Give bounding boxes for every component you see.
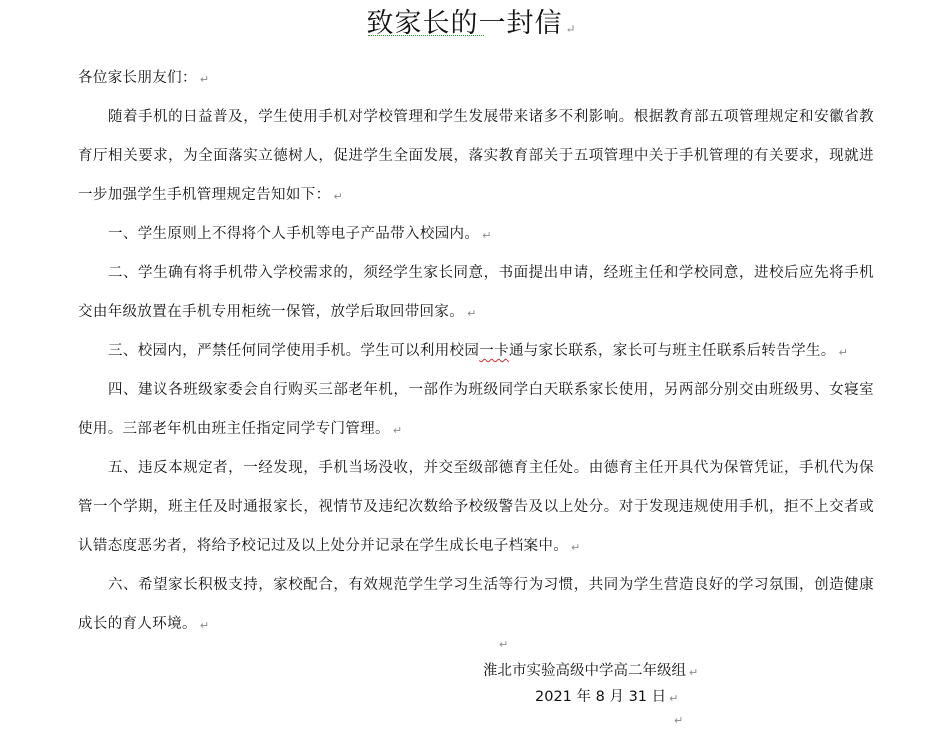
paragraph-text: 六、希望家长积极支持，家校配合，有效规范学生学习生活等行为习惯，共同为学生营造良好的学习氛围，创造健康成长的育人环境。 <box>78 577 874 632</box>
paragraph-text: 四、建议各班级家委会自行购买三部老年机，一部作为班级同学白天联系家长使用，另两部分别交由班级男、女寝室使用。三部老年机由班主任指定同学专门管理。 <box>78 382 874 437</box>
paragraph-mark-icon: ↵ <box>333 190 344 203</box>
paragraph-rule-3 <box>78 332 874 371</box>
paragraph-text: 三、校园内，严禁任何同学使用手机。学生可以利用校园 <box>108 343 480 359</box>
paragraph-mark-icon: ↵ <box>669 692 679 705</box>
letter-body <box>78 59 874 644</box>
paragraph-mark-icon: ↵ <box>482 229 492 242</box>
paragraph-rule-1 <box>78 215 874 254</box>
letter-title <box>0 4 943 48</box>
paragraph-mark-icon: ↵ <box>838 346 849 359</box>
paragraph-rule-6 <box>78 566 874 644</box>
paragraph-mark-icon: ↵ <box>571 541 581 554</box>
paragraph-mark-icon: ↵ <box>499 638 509 651</box>
paragraph-rule-4 <box>78 371 874 449</box>
paragraph-rule-2 <box>78 254 874 332</box>
paragraph-mark-icon: ↵ <box>467 307 477 320</box>
greeting <box>78 59 874 98</box>
paragraph-mark-icon: ↵ <box>689 666 699 679</box>
paragraph-text: 二、学生确有将手机带入学校需求的，须经学生家长同意，书面提出申请，经班主任和学校同意，进校后应先将手机交由年级放置在手机专用柜统一保管，放学后取回带回家。 <box>78 265 874 320</box>
title-text: 致家长的一封信 <box>366 8 563 39</box>
paragraph-mark-icon: ↵ <box>199 73 210 86</box>
paragraph-text: 随着手机的日益普及，学生使用手机对学校管理和学生发展带来诸多不利影响。根据教育部五项管理规定和安徽省教育厅相关要求，为全面落实立德树人，促进学生全面发展，落实教育部关于五项管理中关于手机管理的有关要求，现就进一步加强学生手机管理规定告知如下： <box>78 109 874 203</box>
signature-org-text: 淮北市实验高级中学高二年级组 <box>483 663 686 679</box>
greeting-text: 各位家长朋友们： <box>78 70 197 86</box>
paragraph-mark-icon: ↵ <box>674 714 684 727</box>
paragraph-rule-5 <box>78 449 874 566</box>
paragraph-intro <box>78 98 874 215</box>
paragraph-text: 五、违反本规定者，一经发现，手机当场没收，并交至级部德育主任处。由德育主任开具代为保管凭证，手机代为保管一个学期，班主任及时通报家长，视情节及违纪次数给予校级警告及以上处分。对于发现违规使用手机，拒不上交者或认错态度恶劣者，将给予校记过及以上处分并记录在学生成长电子档案中。 <box>78 460 874 554</box>
paragraph-mark-icon: ↵ <box>199 619 210 632</box>
paragraph-mark-icon: ↵ <box>565 22 577 36</box>
signature-date-text: 2021 年 8 月 31 日 <box>535 689 667 705</box>
paragraph-text: 一、学生原则上不得将个人手机等电子产品带入校园内。 <box>108 226 480 242</box>
paragraph-mark-icon: ↵ <box>392 424 403 437</box>
spellcheck-flag: 一卡 <box>479 343 509 359</box>
paragraph-text: 通与家长联系，家长可与班主任联系后转告学生。 <box>508 343 836 359</box>
